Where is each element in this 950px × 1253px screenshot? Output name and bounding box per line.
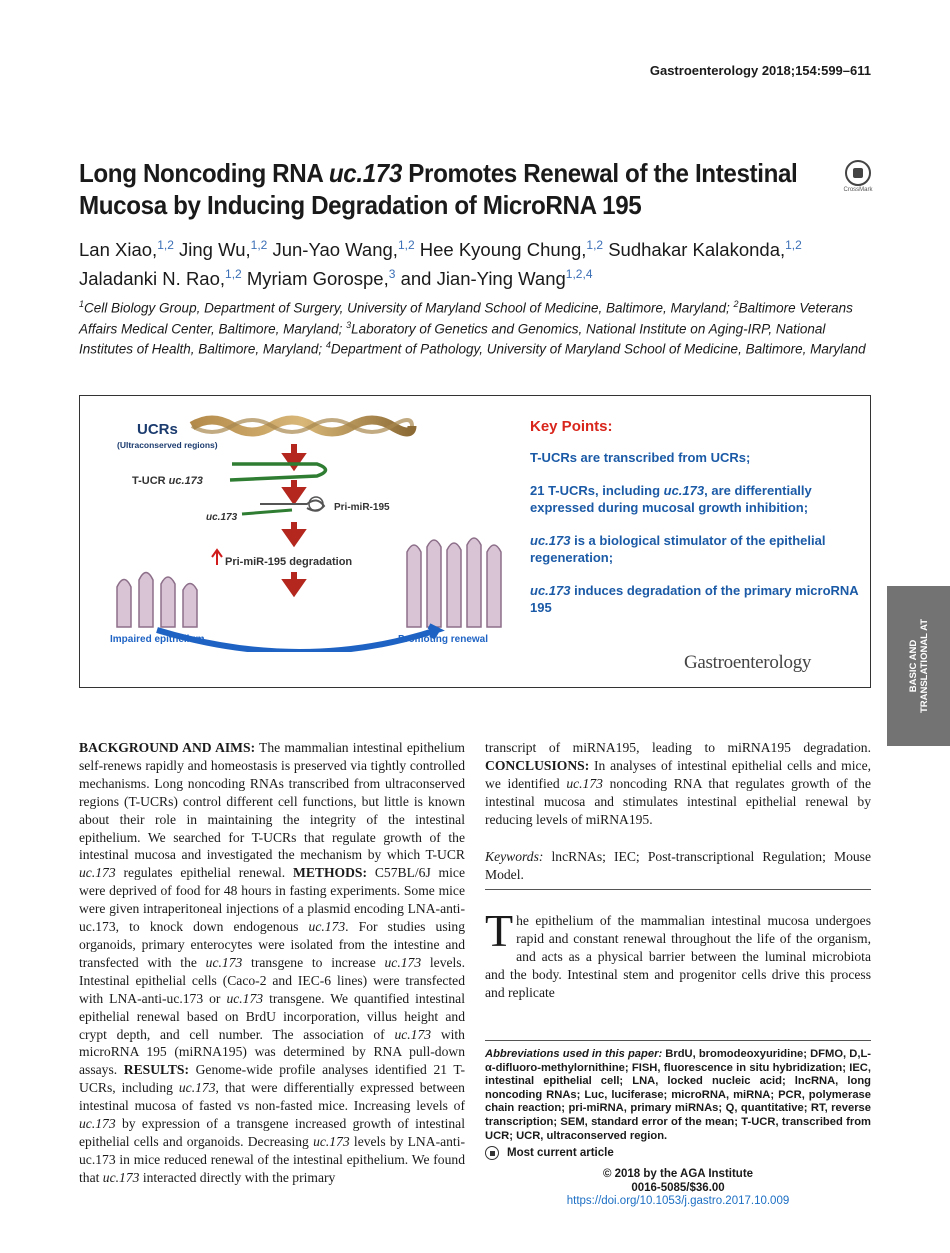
key-point-item: T-UCRs are transcribed from UCRs; — [530, 450, 751, 465]
author-affil-sup: 1,2 — [586, 238, 604, 252]
fig-uc173-label: uc.173 — [206, 512, 238, 523]
fig-impaired-label: Impaired epithelium — [110, 634, 205, 645]
doi-link[interactable]: https://doi.org/10.1053/j.gastro.2017.10.009 — [566, 1195, 790, 1207]
drop-cap: T — [485, 905, 514, 956]
abstract-right-column: transcript of miRNA195, leading to miRNA195 degradation. CONCLUSIONS: In analyses of intestinal epithelial cells and mice, we identified uc.173 noncoding RNA that regulates growth of the intestinal mucosa and stimulates intestinal epithelial renewal by reducing levels of miRNA195. — [485, 740, 871, 827]
key-points — [530, 418, 860, 632]
crossmark-small-icon — [485, 1146, 499, 1160]
impaired-villi — [117, 573, 197, 628]
red-arrow-3 — [287, 522, 301, 542]
key-points-title: Key Points: — [530, 418, 613, 435]
fig-ucrs-label: UCRs — [137, 421, 178, 438]
abbreviations-footnote: Abbreviations used in this paper: BrdU, bromodeoxyuridine; DFMO, D,L-α-difluoro-methylornithine; FISH, fluorescence in situ hybridization; IEC, intestinal epithelial cell; LNA, locked nucleic acid; lncRNA, long noncoding RNAs; Luc, luciferase; microRNA, miRNA; PCR, polymerase chain reaction; pri-miRNA, primary miRNAs; Q, quantitative; RT, reverse transcription; SEM, standard error of the mean; T-UCR, transcribed from UCR; UCR, ultraconserved region. — [485, 1048, 872, 1142]
crossmark-badge[interactable] — [843, 160, 873, 193]
affiliation-sup: 2 — [733, 299, 739, 309]
author-name[interactable]: Lan Xiao, — [79, 239, 158, 261]
title-part1: Long Noncoding RNA — [79, 158, 329, 188]
red-arrow-4 — [287, 572, 301, 592]
issn-price: 0016-5085/$36.00 — [631, 1181, 725, 1194]
keywords — [485, 848, 871, 884]
uc173-rna — [242, 510, 292, 514]
author-affil-sup: 1,2 — [157, 238, 174, 252]
divider — [485, 1040, 871, 1041]
key-point-item: 21 T-UCRs, including uc.173, are differentially expressed during mucosal growth inhibition; — [530, 483, 812, 515]
journal-logo: Gastroenterology — [684, 652, 812, 673]
article-title — [79, 157, 798, 221]
author-name[interactable]: Myriam Gorospe, — [246, 268, 389, 290]
author-affil-sup: 1,2 — [225, 267, 242, 282]
copyright-block — [485, 1168, 871, 1209]
author-affil-sup: 1,2,4 — [565, 267, 593, 282]
affiliation-text: Laboratory of Genetics and Genomics, National Institute on Aging-IRP, National Institutes of Health, Baltimore, Maryland; — [79, 321, 826, 357]
divider — [485, 889, 871, 890]
author-list — [79, 233, 869, 291]
author-affil-sup: 1,2 — [250, 238, 268, 252]
up-arrow — [212, 550, 222, 565]
key-point-item: uc.173 is a biological stimulator of the epithelial regeneration; — [530, 533, 826, 565]
fig-primir-label: Pri-miR-195 — [334, 502, 390, 513]
crossmark-label: CrossMark — [843, 187, 873, 193]
affiliation-text: Baltimore Veterans Affairs Medical Center, Baltimore, Maryland; — [79, 300, 853, 336]
author-name[interactable]: and Jian-Ying Wang — [400, 268, 566, 290]
affiliation-text: Cell Biology Group, Department of Surgery, University of Maryland School of Medicine, Baltimore, Maryland; — [84, 300, 734, 316]
tucr-rna — [230, 464, 326, 480]
primir-loop — [309, 497, 323, 511]
fig-ucrs-sub: (Ultraconserved regions) — [117, 440, 218, 450]
author-affil-sup: 1,2 — [397, 238, 415, 252]
copyright-line: © 2018 by the AGA Institute — [602, 1168, 754, 1180]
fig-degradation-label: Pri-miR-195 degradation — [225, 556, 353, 568]
most-current-article[interactable] — [485, 1146, 614, 1160]
crossmark-icon — [845, 160, 871, 186]
author-affil-sup: 1,2 — [785, 238, 802, 252]
key-point-item: uc.173 induces degradation of the primary microRNA 195 — [530, 583, 859, 615]
journal-reference: Gastroenterology 2018;154:599–611 — [649, 63, 871, 78]
title-line2: Mucosa by Inducing Degradation of MicroRNA 195 — [79, 190, 642, 220]
author-name[interactable]: Hee Kyoung Chung, — [419, 239, 587, 261]
fig-tucr-label: T-UCR uc.173 — [132, 475, 203, 487]
author-name[interactable]: Sudhakar Kalakonda, — [608, 239, 786, 261]
title-italic: uc.173 — [328, 158, 402, 188]
red-arrow-2 — [287, 480, 301, 500]
renewed-villi — [407, 538, 501, 627]
keywords-text: lncRNAs; IEC; Post-transcriptional Regulation; Mouse Model. — [485, 849, 871, 882]
intro-paragraph: The epithelium of the mammalian intestinal mucosa undergoes rapid and constant renewal throughout the life of the organism, and acts as a physical barrier between the luminal microbiota and the body. Intestinal stem and progenitor cells drive this process and replicate — [485, 905, 871, 1000]
fig-promoting-label: Promoting renewal — [398, 634, 489, 645]
most-current-label: Most current article — [507, 1147, 614, 1159]
graphical-abstract-figure — [102, 412, 512, 652]
affiliations — [79, 296, 879, 358]
affiliation-sup: 4 — [325, 340, 331, 350]
affiliation-sup: 1 — [79, 299, 85, 309]
author-name[interactable]: Jun-Yao Wang, — [272, 239, 398, 261]
affiliation-sup: 3 — [346, 319, 352, 330]
abstract-left-column: BACKGROUND AND AIMS: The mammalian intestinal epithelium self-renews rapidly and homeostasis is preserved via tightly controlled mechanisms. Long noncoding RNAs transcribed from ultraconserved regions (T-UCRs) control different cell functions, but little is known about their role in maintaining the integrity of the intestinal epithelium. We searched for T-UCRs that regulate growth of the intestinal mucosa and investigated the mechanism by which T-UCR uc.173 regulates epithelial renewal. METHODS: C57BL/6J mice were deprived of food for 48 hours in fasting experiments. Some mice were given intraperitoneal injections of a plasmid encoding LNA-anti-uc.173, to knock down endogenous uc.173. For studies using organoids, primary enterocytes were isolated from the intestine and transfected with the uc.173 transgene to increase uc.173 levels. Intestinal epithelial cells (Caco-2 and IEC-6 lines) were transfected with LNA-anti-uc.173 or uc.173 transgene. We quantified intestinal epithelial renewal based on BrdU incorporation, villus height and crypt depth, and cell number. The association of uc.173 with microRNA 195 (miRNA195) was determined by RNA pull-down assays. RESULTS: Genome-wide profile analyses identified 21 T-UCRs, including uc.173, that were differentially expressed between intestinal mucosa of fasted vs non-fasted mice. Increasing levels of uc.173 by expression of a transgene increased growth of intestinal epithelial cells and organoids. Decreasing uc.173 levels by LNA-anti-uc.173 in mice reduced renewal of the intestinal epithelium. We found that uc.173 interacted directly with the primary — [79, 740, 466, 1185]
author-name[interactable]: Jaladanki N. Rao, — [79, 268, 226, 290]
keywords-label: Keywords: — [485, 849, 544, 864]
affiliation-text: Department of Pathology, University of Maryland School of Medicine, Baltimore, Maryland — [330, 341, 866, 357]
author-name[interactable]: Jing Wu, — [179, 239, 251, 261]
author-affil-sup: 3 — [388, 267, 396, 282]
side-tab-line1: BASIC AND — [907, 639, 919, 693]
side-tab-line2: TRANSLATIONAL AT — [918, 618, 930, 714]
title-part2: Promotes Renewal of the Intestinal — [401, 158, 798, 188]
section-side-tab — [887, 586, 950, 746]
